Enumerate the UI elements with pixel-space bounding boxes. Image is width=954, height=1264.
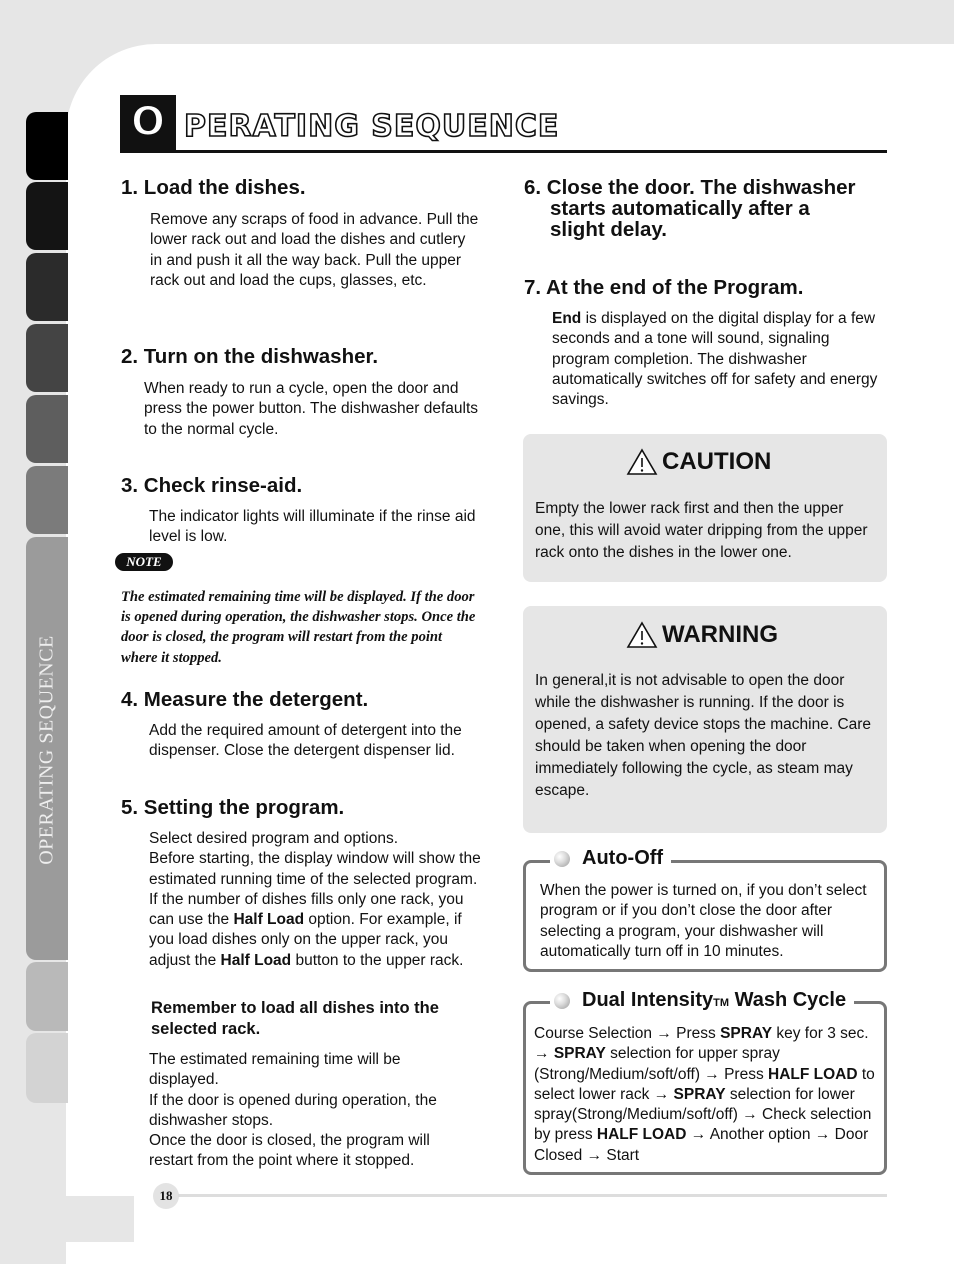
step-4-heading: 4. Measure the detergent. [121, 688, 369, 711]
arrow-icon: → [586, 1146, 603, 1164]
end-term: End [552, 310, 582, 327]
spray-term: SPRAY [553, 1045, 606, 1063]
arrow-icon: → [704, 1065, 720, 1083]
page-number: 18 [153, 1183, 179, 1209]
auto-off-text: When the power is turned on, if you don’t select program or if you don’t close the door after selecting a program, your dishwasher will automatically turn off in 10 minutes. [540, 882, 867, 960]
footer-divider [178, 1194, 887, 1197]
arrow-icon: → [814, 1126, 831, 1144]
page-title [120, 95, 887, 153]
half-load-term: Half Load [220, 951, 292, 969]
step-5-part3: button to the upper rack. [291, 951, 464, 969]
spray-term: SPRAY [673, 1085, 726, 1103]
half-load-term: HALF LOAD [768, 1065, 858, 1083]
side-tab-8[interactable] [26, 962, 68, 1031]
side-tab-3[interactable] [26, 253, 68, 321]
dual-text-segment: Course Selection [534, 1025, 657, 1042]
step-6-heading-line-2: starts automatically after a [550, 197, 810, 220]
step-5-text [149, 829, 484, 971]
dual-text-segment: key for 3 sec. [772, 1025, 869, 1042]
step-5-end-1: The estimated remaining time will be displayed. [149, 1051, 401, 1089]
spray-term: SPRAY [720, 1025, 773, 1042]
step-5-part2: option. For example, if you load dishes only on the upper rack, you adjust the [149, 911, 462, 969]
side-tab-2[interactable] [26, 182, 68, 250]
dual-intensity-heading [550, 989, 854, 1012]
dual-title-part-a: Dual Intensity [582, 989, 714, 1011]
step-5-heading: 5. Setting the program. [121, 796, 345, 819]
step-5-line1: Select desired program and options. [149, 830, 399, 847]
step-3-text: The indicator lights will illuminate if the rinse aid level is low. [149, 508, 476, 546]
note-text: The estimated remaining time will be displayed. If the door is opened during operation, the dishwasher stops. Once the door is closed, the program will restart from the point where it stopped. [121, 588, 476, 666]
dual-text-segment: selection for upper spray (Strong/Medium/soft/off) [534, 1045, 780, 1083]
step-7-heading: 7. At the end of the Program. [524, 276, 804, 299]
side-section-label: OPERATING SEQUENCE [35, 635, 58, 865]
half-load-term: HALF LOAD [596, 1126, 687, 1144]
title-initial: O [130, 99, 165, 145]
title-text: PERATING SEQUENCE [184, 109, 560, 144]
side-tab-1[interactable] [26, 112, 68, 180]
bullet-icon [554, 851, 570, 867]
warning-title: WARNING [662, 621, 778, 648]
dual-intensity-title [582, 989, 846, 1012]
caution-text: Empty the lower rack first and then the upper one, this will avoid water dripping from the upper rack onto the dishes in the lower one. [535, 500, 868, 561]
warning-triangle-icon [626, 448, 658, 476]
step-2-text: When ready to run a cycle, open the door and press the power button. The dishwasher defaults to the normal cycle. [144, 380, 479, 438]
arrow-icon: → [534, 1045, 550, 1063]
step-6-heading [524, 177, 856, 240]
dual-intensity-text [534, 1024, 879, 1166]
warning-triangle-icon [626, 621, 658, 649]
step-6-heading-line-3: slight delay. [550, 218, 667, 241]
step-2-heading: 2. Turn on the dishwasher. [121, 345, 379, 368]
step-5-end [149, 1050, 469, 1172]
step-5-end-3: Once the door is closed, the program will restart from the point where it stopped. [149, 1132, 430, 1170]
dual-text-segment: Check selection by press [534, 1106, 872, 1144]
step-3-heading: 3. Check rinse-aid. [121, 474, 303, 497]
arrow-icon: → [690, 1126, 707, 1144]
caution-heading [626, 448, 771, 476]
dual-text-segment: Press [719, 1065, 769, 1083]
side-tab-9[interactable] [26, 1033, 68, 1103]
step-6-heading-line-1: 6. Close the door. The dishwasher [524, 176, 856, 199]
note-badge: NOTE [115, 553, 173, 571]
step-7-body: is displayed on the digital display for a few seconds and a tone will sound, signaling program completion. The dishwasher automatically switches off for safety and energy savings. [552, 310, 878, 409]
step-4-text: Add the required amount of detergent into the dispenser. Close the detergent dispenser lid. [149, 722, 462, 760]
step-5-end-2: If the door is opened during operation, the dishwasher stops. [149, 1091, 437, 1129]
dual-text-segment: selection for lower spray(Strong/Medium/soft/off) [534, 1085, 855, 1124]
half-load-term: Half Load [233, 911, 305, 929]
caution-title: CAUTION [662, 448, 772, 475]
side-tab-6[interactable] [26, 466, 68, 534]
arrow-icon: → [653, 1085, 670, 1103]
step-1-heading: 1. Load the dishes. [121, 176, 306, 199]
arrow-icon: → [742, 1106, 758, 1124]
side-tab-5[interactable] [26, 395, 68, 463]
bullet-icon [554, 993, 570, 1009]
dual-text-segment: Press [671, 1025, 721, 1042]
auto-off-title: Auto-Off [582, 847, 664, 869]
trademark-mark: TM [713, 997, 730, 1009]
dual-text-segment: to select lower rack [534, 1065, 875, 1103]
warning-text: In general,it is not advisable to open the door while the dishwasher is running. If the door is opened, a safety device stops the machine. Care should be taken when opening the door immediately following the cycle, as steam may escape. [535, 672, 872, 799]
dual-title-part-b: Wash Cycle [729, 989, 847, 1011]
page-corner [0, 1196, 134, 1242]
dual-text-segment: Another option [706, 1126, 815, 1144]
auto-off-heading [550, 847, 671, 870]
dual-text-segment: Start [602, 1146, 640, 1164]
step-1-text: Remove any scraps of food in advance. Pull the lower rack out and load the dishes and cutlery in and push it all the way back. Pull the upper rack out and load the cups, glasses, etc. [150, 211, 479, 289]
step-5-reminder: Remember to load all dishes into the selected rack. [151, 999, 439, 1038]
step-7-text [552, 309, 882, 410]
warning-heading [626, 621, 778, 649]
step-5-part1: Before starting, the display window will show the estimated running time of the selected program. If the number of dishes fills only one rack, you can use the [149, 850, 481, 929]
dual-text-segment: Door Closed [534, 1126, 869, 1164]
arrow-icon: → [656, 1025, 672, 1042]
side-tab-4[interactable] [26, 324, 68, 392]
